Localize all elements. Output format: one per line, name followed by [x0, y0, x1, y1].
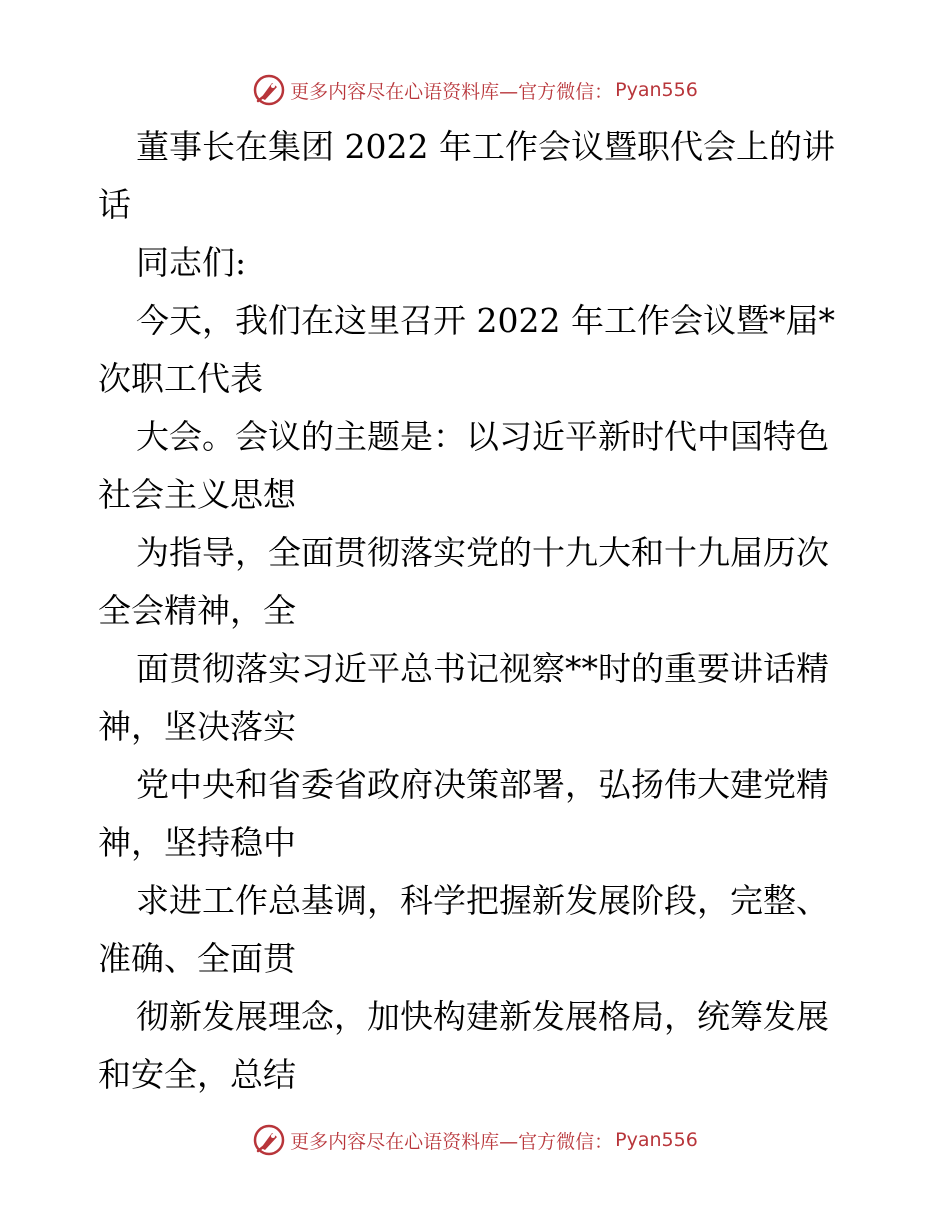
- text-line: 今天，我们在这里召开 2022 年工作会议暨*届*: [136, 301, 835, 340]
- text-line: 求进工作总基调，科学把握新发展阶段，完整、: [136, 881, 829, 920]
- watermark-wechat-id: Pyan556: [615, 79, 698, 101]
- pen-nib-icon: [252, 1123, 286, 1157]
- header-watermark: [0, 70, 950, 110]
- text-line: 大会。会议的主题是：以习近平新时代中国特色: [136, 417, 829, 456]
- text-line: 党中央和省委省政府决策部署，弘扬伟大建党精: [136, 765, 829, 804]
- watermark-site-text: 更多内容尽在心语资料库—官方微信：: [290, 1130, 614, 1153]
- text-line: 同志们:: [136, 243, 247, 282]
- text-line: 面贯彻落实习近平总书记视察**时的重要讲话精: [136, 649, 829, 688]
- text-line: 准确、全面贯: [98, 939, 296, 978]
- pen-nib-icon: [252, 73, 286, 107]
- text-line: 和安全，总结: [98, 1055, 296, 1094]
- watermark-site-text: 更多内容尽在心语资料库—官方微信：: [290, 80, 614, 103]
- watermark-wechat-id: Pyan556: [615, 1129, 698, 1151]
- footer-watermark: [0, 1120, 950, 1160]
- text-line: 全会精神，全: [98, 591, 296, 630]
- text-line: 话: [98, 185, 131, 224]
- text-line: 彻新发展理念，加快构建新发展格局，统筹发展: [136, 997, 829, 1036]
- text-line: 神，坚决落实: [98, 707, 296, 746]
- text-line: 为指导，全面贯彻落实党的十九大和十九届历次: [136, 533, 829, 572]
- text-line: 董事长在集团 2022 年工作会议暨职代会上的讲: [136, 127, 835, 166]
- text-line: 社会主义思想: [98, 475, 296, 514]
- document-body: [98, 118, 858, 1104]
- text-line: 次职工代表: [98, 359, 263, 398]
- text-line: 神，坚持稳中: [98, 823, 296, 862]
